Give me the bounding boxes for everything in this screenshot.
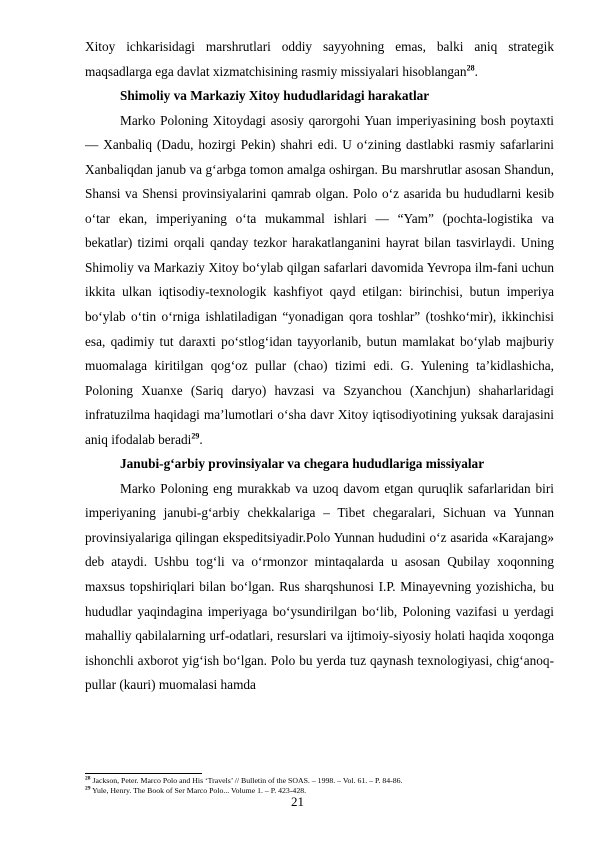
footnote-separator [85, 773, 202, 774]
paragraph-continuation: Xitoy ichkarisidagi marshrutlari oddiy sayyohning emas, balki aniq strategik maqsadlarga ega davlat xizmatchisining rasmiy missiyalari hisoblangan$^{28}$. [85, 39, 554, 79]
body-text [85, 35, 554, 698]
footnote-ref-29[interactable]: 29 [191, 431, 200, 441]
page-number: 21 [291, 794, 304, 809]
paragraph-north-central: Marko Poloning Xitoydagi asosiy qarorgohi Yuan imperiyasining bosh poytaxti — Xanbaliq (Dadu, hozirgi Pekin) shahri edi. U o‘zining dastlabki rasmiy safarlarini Xanbaliqdan janub va g‘arbga tomon amalga oshirgan. Bu marshrutlar asosan Shandun, Shansi va Shensi provinsiyalarini qamrab olgan. Polo o‘z asarida bu hududlarni kesib o‘tar ekan, imperiyaning o‘ta mukammal ishlari — “Yam” (pochta-logistika va bekatlar) tizimi orqali qanday tezkor harakatlanganini hayrat bilan tasvirlaydi. Uning Shimoliy va Markaziy Xitoy bo‘ylab qilgan safarlari davomida Yevropa ilm-fani uchun ikkita ulkan iqtisodiy-texnologik kashfiyot qayd etilgan: birinchisi, butun imperiya bo‘ylab o‘tin o‘rniga ishlatiladigan “yonadigan qora toshlar” (toshko‘mir), ikkinchisi esa, qadimiy tut daraxti po‘stlog‘idan tayyorlanib, butun mamlakat bo‘ylab majburiy muomalaga kiritilgan qog‘oz pullar (chao) tizimi edi. G. Yulening ta’kidlashicha, Poloning Xuanxe (Sariq daryo) havzasi va Szyanchou (Xanchjun) shaharlaridagi infratuzilma haqidagi ma’lumotlari o‘sha davr Xitoy iqtisodiyotining yuksak darajasini aniq ifodalab beradi$^{29}$. [85, 112, 554, 447]
footnote-ref-28[interactable]: 28 [466, 63, 475, 73]
footnote-29: $^{29}$ Yule, Henry. The Book of Ser Marco Polo... Volume 1. – P. 423-428. [85, 785, 307, 795]
footnote-28: $^{28}$ Jackson, Peter. Marco Polo and His ‘Travels’ // Bulletin of the SOAS. – 1998. – Vol. 61. – P. 84-86. [85, 775, 403, 785]
paragraph-southwest: Marko Poloning eng murakkab va uzoq davom etgan quruqlik safarlaridan biri imperiyaning janubi-g‘arbiy chekkalariga – Tibet chegaralari, Sichuan va Yunnan provinsiyalariga qilingan ekspeditsiyadir.Polo Yunnan hududini o‘z asarida «Karajang» deb ataydi. Ushbu tog‘li va o‘rmonzor mintaqalarda u asosan Qubilay xoqonning maxsus topshiriqlari bilan bo‘lgan. Rus sharqshunosi I.P. Minayevning yozishicha, bu hududlar yaqindagina imperiyaga bo‘ysundirilgan bo‘lib, Poloning vazifasi u yerdagi mahalliy qabilalarning urf-odatlari, resurslari va ijtimoiy-siyosiy holati haqida xoqonga ishonchli axborot yig‘ish bo‘lgan. Polo bu yerda tuz qaynash texnologiyasi, chig‘anoq-pullar (kauri) muomalasi hamda [85, 480, 554, 693]
footnotes [85, 776, 555, 795]
section-heading-southwest: Janubi-g‘arbiy provinsiyalar va chegara hududlariga missiyalar [120, 456, 485, 472]
section-heading-north-central: Shimoliy va Markaziy Xitoy hududlaridagi harakatlar [120, 88, 430, 104]
